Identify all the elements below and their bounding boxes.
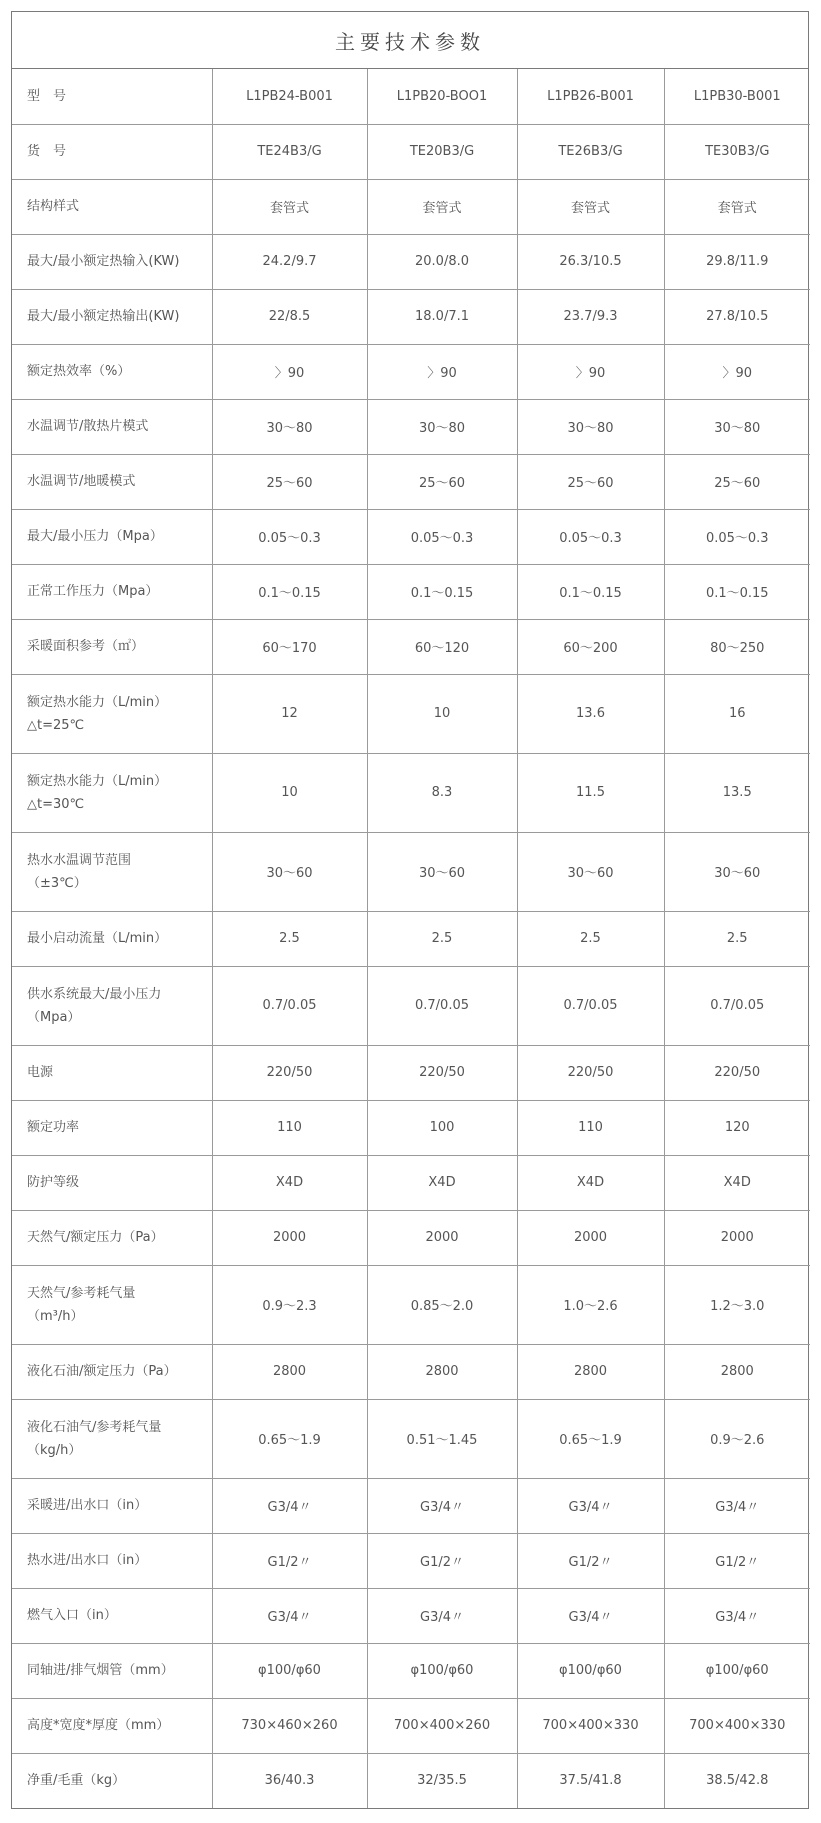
table-cell: 24.2/9.7: [212, 234, 367, 289]
table-cell: G1/2〃: [517, 1533, 664, 1588]
table-cell: 30～80: [664, 399, 810, 454]
table-cell: G1/2〃: [212, 1533, 367, 1588]
table-cell: 700×400×330: [517, 1698, 664, 1753]
table-row: [12, 911, 810, 966]
row-label: [12, 179, 212, 234]
table-cell: 110: [517, 1100, 664, 1155]
table-cell: 2.5: [212, 911, 367, 966]
table-row: [12, 1478, 810, 1533]
table-cell: 25～60: [517, 454, 664, 509]
table-cell: φ100/φ60: [664, 1643, 810, 1698]
table-cell: 700×400×330: [664, 1698, 810, 1753]
table-row: [12, 1753, 810, 1808]
table-row: [12, 1210, 810, 1265]
table-cell: 0.1～0.15: [517, 564, 664, 619]
table-cell: 0.85～2.0: [367, 1265, 517, 1344]
table-cell: G3/4〃: [664, 1588, 810, 1643]
table-cell: 80～250: [664, 619, 810, 674]
table-cell: 26.3/10.5: [517, 234, 664, 289]
table-cell: 25～60: [367, 454, 517, 509]
row-label: [12, 289, 212, 344]
row-label-text: 额定热水能力（L/min）: [27, 773, 168, 789]
row-label: [12, 1588, 212, 1643]
table-cell: 120: [664, 1100, 810, 1155]
table-cell: 2.5: [367, 911, 517, 966]
table-cell: 〉90: [212, 344, 367, 399]
table-row: [12, 619, 810, 674]
row-label-text: 采暖进/出水口（in）: [27, 1498, 148, 1513]
table-cell: 0.05～0.3: [517, 509, 664, 564]
table-cell: X4D: [517, 1155, 664, 1210]
table-cell: 730×460×260: [212, 1698, 367, 1753]
row-label: [12, 911, 212, 966]
table-cell: 0.9～2.3: [212, 1265, 367, 1344]
table-row: [12, 454, 810, 509]
table-cell: 30～60: [367, 832, 517, 911]
table-cell: G3/4〃: [517, 1478, 664, 1533]
row-label-note: △t=25℃: [27, 717, 85, 733]
table-cell: 60～200: [517, 619, 664, 674]
row-label: [12, 619, 212, 674]
row-label: [12, 454, 212, 509]
table-cell: 0.1～0.15: [664, 564, 810, 619]
row-label-note: △t=30℃: [27, 796, 85, 812]
table-cell: 套管式: [517, 179, 664, 234]
row-label-text: 高度*宽度*厚度（mm）: [27, 1718, 170, 1733]
row-label: [12, 234, 212, 289]
table-cell: X4D: [212, 1155, 367, 1210]
table-cell: 2000: [664, 1210, 810, 1265]
row-label: [12, 564, 212, 619]
table-cell: 30～60: [212, 832, 367, 911]
table-cell: 220/50: [664, 1045, 810, 1100]
row-label-text: 采暖面积参考（㎡）: [27, 639, 145, 654]
table-cell: 0.9～2.6: [664, 1399, 810, 1478]
row-label: [12, 1210, 212, 1265]
table-cell: X4D: [367, 1155, 517, 1210]
table-cell: TE24B3/G: [212, 124, 367, 179]
table-cell: φ100/φ60: [517, 1643, 664, 1698]
table-cell: 13.6: [517, 674, 664, 753]
row-label: [12, 1753, 212, 1808]
row-label: [12, 1533, 212, 1588]
table-cell: 1.0～2.6: [517, 1265, 664, 1344]
table-cell: G3/4〃: [212, 1588, 367, 1643]
row-label: [12, 1643, 212, 1698]
table-cell: 30～60: [664, 832, 810, 911]
table-cell: 0.51～1.45: [367, 1399, 517, 1478]
row-label-text: 额定功率: [27, 1120, 80, 1135]
row-label-text: 正常工作压力（Mpa）: [27, 584, 159, 599]
table-cell: G1/2〃: [367, 1533, 517, 1588]
table-cell: TE20B3/G: [367, 124, 517, 179]
row-label: [12, 1344, 212, 1399]
table-cell: L1PB24-B001: [212, 69, 367, 124]
row-label-text: 液化石油/额定压力（Pa）: [27, 1364, 177, 1379]
table-row: [12, 1643, 810, 1698]
table-cell: L1PB30-B001: [664, 69, 810, 124]
row-label-text: 最小启动流量（L/min）: [27, 931, 168, 946]
row-label-note: （±3℃）: [27, 875, 87, 891]
spec-table: [12, 69, 810, 1808]
row-label: [12, 1478, 212, 1533]
table-cell: 10: [212, 753, 367, 832]
row-label-text: 同轴进/排气烟管（mm）: [27, 1663, 174, 1678]
row-label: [12, 1100, 212, 1155]
table-cell: TE26B3/G: [517, 124, 664, 179]
table-cell: L1PB20-BOO1: [367, 69, 517, 124]
table-row: [12, 966, 810, 1045]
table-row: [12, 124, 810, 179]
row-label: [12, 1265, 212, 1344]
table-row: [12, 1399, 810, 1478]
table-cell: 0.65～1.9: [212, 1399, 367, 1478]
row-label-text: 燃气入口（in）: [27, 1608, 117, 1623]
table-cell: G3/4〃: [517, 1588, 664, 1643]
row-label: [12, 509, 212, 564]
table-cell: 60～170: [212, 619, 367, 674]
row-label: [12, 966, 212, 1045]
row-label-text: 额定热效率（%）: [27, 364, 131, 379]
table-cell: G3/4〃: [664, 1478, 810, 1533]
table-cell: 套管式: [664, 179, 810, 234]
row-label-text: 货 号: [27, 144, 67, 159]
row-label: [12, 753, 212, 832]
row-label-text: 结构样式: [27, 199, 80, 214]
table-row: [12, 564, 810, 619]
table-cell: 32/35.5: [367, 1753, 517, 1808]
table-row: [12, 1533, 810, 1588]
table-cell: 220/50: [517, 1045, 664, 1100]
table-cell: 22/8.5: [212, 289, 367, 344]
row-label-text: 额定热水能力（L/min）: [27, 694, 168, 710]
table-row: [12, 399, 810, 454]
table-row: [12, 832, 810, 911]
table-cell: 0.1～0.15: [367, 564, 517, 619]
table-row: [12, 1588, 810, 1643]
row-label: [12, 399, 212, 454]
table-cell: G1/2〃: [664, 1533, 810, 1588]
table-row: [12, 509, 810, 564]
table-cell: φ100/φ60: [212, 1643, 367, 1698]
table-cell: 700×400×260: [367, 1698, 517, 1753]
table-cell: 11.5: [517, 753, 664, 832]
table-cell: 30～80: [367, 399, 517, 454]
table-cell: 0.7/0.05: [212, 966, 367, 1045]
table-cell: 30～60: [517, 832, 664, 911]
table-cell: 0.05～0.3: [367, 509, 517, 564]
table-row: [12, 344, 810, 399]
table-cell: 23.7/9.3: [517, 289, 664, 344]
table-cell: 2000: [367, 1210, 517, 1265]
table-cell: 12: [212, 674, 367, 753]
table-cell: 〉90: [664, 344, 810, 399]
table-cell: 2.5: [664, 911, 810, 966]
table-row: [12, 1344, 810, 1399]
row-label: [12, 344, 212, 399]
table-row: [12, 1698, 810, 1753]
table-cell: 27.8/10.5: [664, 289, 810, 344]
row-label: [12, 1045, 212, 1100]
row-label: [12, 1698, 212, 1753]
table-cell: G3/4〃: [367, 1588, 517, 1643]
table-cell: X4D: [664, 1155, 810, 1210]
table-cell: 2800: [212, 1344, 367, 1399]
table-cell: 10: [367, 674, 517, 753]
table-cell: 30～80: [517, 399, 664, 454]
table-cell: 20.0/8.0: [367, 234, 517, 289]
row-label-text: 天然气/参考耗气量: [27, 1285, 136, 1301]
table-cell: 0.7/0.05: [664, 966, 810, 1045]
spec-table-frame: [11, 11, 809, 1809]
table-cell: 36/40.3: [212, 1753, 367, 1808]
row-label-text: 供水系统最大/最小压力: [27, 986, 162, 1002]
table-cell: 套管式: [212, 179, 367, 234]
table-cell: 2800: [367, 1344, 517, 1399]
table-cell: 8.3: [367, 753, 517, 832]
table-cell: 37.5/41.8: [517, 1753, 664, 1808]
row-label-text: 净重/毛重（kg）: [27, 1773, 126, 1789]
table-title: 主要技术参数: [12, 12, 808, 69]
table-cell: 0.1～0.15: [212, 564, 367, 619]
table-cell: 13.5: [664, 753, 810, 832]
table-row: [12, 1155, 810, 1210]
row-label: [12, 69, 212, 124]
row-label: [12, 674, 212, 753]
table-cell: φ100/φ60: [367, 1643, 517, 1698]
row-label: [12, 1155, 212, 1210]
row-label: [12, 1399, 212, 1478]
row-label-text: 液化石油气/参考耗气量: [27, 1419, 162, 1435]
row-label: [12, 832, 212, 911]
table-row: [12, 674, 810, 753]
table-row: [12, 179, 810, 234]
table-cell: 220/50: [367, 1045, 517, 1100]
table-row: [12, 1045, 810, 1100]
row-label-note: （kg/h）: [27, 1442, 82, 1458]
row-label-text: 热水水温调节范围: [27, 852, 132, 868]
row-label: [12, 124, 212, 179]
row-label-note: （m³/h）: [27, 1308, 84, 1324]
row-label-text: 最大/最小额定热输出(KW): [27, 309, 180, 324]
row-label-note: （Mpa）: [27, 1009, 81, 1025]
table-cell: 1.2～3.0: [664, 1265, 810, 1344]
table-cell: 0.7/0.05: [517, 966, 664, 1045]
table-cell: 220/50: [212, 1045, 367, 1100]
table-cell: 2000: [212, 1210, 367, 1265]
table-cell: 2000: [517, 1210, 664, 1265]
table-row: [12, 753, 810, 832]
table-cell: 2800: [517, 1344, 664, 1399]
row-label-text: 型 号: [27, 88, 67, 104]
table-row: [12, 234, 810, 289]
table-cell: 0.65～1.9: [517, 1399, 664, 1478]
table-cell: 38.5/42.8: [664, 1753, 810, 1808]
table-cell: 30～80: [212, 399, 367, 454]
table-row: [12, 1100, 810, 1155]
table-cell: 2.5: [517, 911, 664, 966]
table-cell: 29.8/11.9: [664, 234, 810, 289]
table-cell: 25～60: [664, 454, 810, 509]
table-row: [12, 69, 810, 124]
row-label-text: 天然气/额定压力（Pa）: [27, 1230, 164, 1245]
row-label-text: 最大/最小额定热输入(KW): [27, 254, 180, 269]
table-cell: 〉90: [517, 344, 664, 399]
table-cell: 16: [664, 674, 810, 753]
table-cell: 110: [212, 1100, 367, 1155]
table-row: [12, 289, 810, 344]
table-cell: 套管式: [367, 179, 517, 234]
table-cell: 18.0/7.1: [367, 289, 517, 344]
table-cell: G3/4〃: [212, 1478, 367, 1533]
row-label-text: 水温调节/散热片模式: [27, 419, 149, 434]
row-label-text: 最大/最小压力（Mpa）: [27, 529, 163, 544]
table-cell: 2800: [664, 1344, 810, 1399]
table-cell: 0.7/0.05: [367, 966, 517, 1045]
table-cell: 25～60: [212, 454, 367, 509]
table-cell: 100: [367, 1100, 517, 1155]
row-label-text: 热水进/出水口（in）: [27, 1553, 148, 1568]
table-cell: 0.05～0.3: [664, 509, 810, 564]
table-cell: G3/4〃: [367, 1478, 517, 1533]
row-label-text: 电源: [27, 1065, 54, 1080]
table-cell: 60～120: [367, 619, 517, 674]
table-cell: 〉90: [367, 344, 517, 399]
row-label-text: 防护等级: [27, 1175, 80, 1190]
table-cell: L1PB26-B001: [517, 69, 664, 124]
table-cell: TE30B3/G: [664, 124, 810, 179]
table-row: [12, 1265, 810, 1344]
row-label-text: 水温调节/地暖模式: [27, 474, 136, 489]
table-cell: 0.05～0.3: [212, 509, 367, 564]
